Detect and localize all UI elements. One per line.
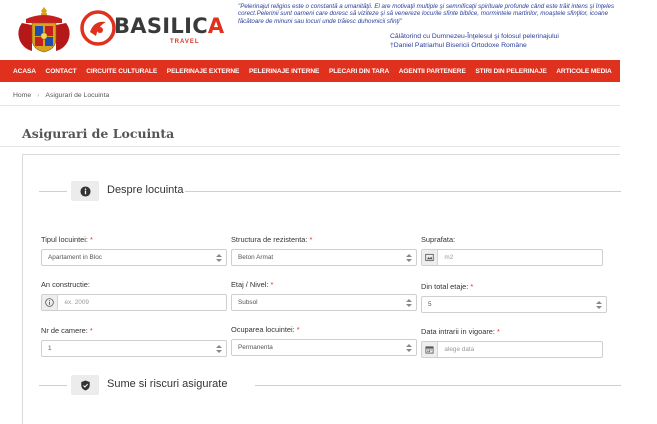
nav-item-agentii-partenere[interactable]: AGENTII PARTENERE [398,67,466,75]
data-intrarii-input[interactable] [438,342,602,357]
select-arrows-icon [405,343,413,353]
header-quote: "Pelerinajul religios este o constantă a umanităţii. El are motivaţii multiple şi semnificaţii spirituale profunde când este trăit intens şi înţeles corect.Pelerinii sunt oameni care doresc să viziteze şi să venereze locurile sfinte biblice, mormintele martirilor, moaştele sfinţilor, icoane făcătoare de minuni sau locuri unde trăiesc duhovnicii sfinţi" [238,3,615,25]
quote-signature-line2: †Daniel Patriarhul Bisericii Ortodoxe Române [390,42,527,49]
select-ocuparea-locuintei[interactable] [231,339,417,356]
section-sume-riscuri [23,375,623,395]
logo-subtitle: TRAVEL [170,39,200,45]
label-etaj-nivel: Etaj / Nivel: * [231,280,274,289]
section-rule-left [39,385,67,386]
section-badge [71,375,99,395]
label-data-intrarii: Data intrarii in vigoare: * [421,327,500,336]
site-header [0,0,620,58]
nav-item-stiri-din-pelerinaje[interactable]: STIRI DIN PELERINAJE [475,67,547,75]
calendar-icon [425,345,434,354]
quote-signature [390,32,615,50]
section-rule-left [39,191,67,192]
an-constructie-input[interactable] [58,295,226,310]
church-crest-logo[interactable] [14,5,74,53]
input-group-suprafata [421,249,603,266]
nav-item-acasa[interactable]: ACASA [13,67,36,75]
label-an-constructie: An constructie: [41,280,90,289]
data-intrarii-addon [422,342,438,357]
section-title-sume: Sume si riscuri asigurate [107,378,228,390]
select-nr-camere[interactable] [41,340,227,357]
nav-item-pelerinaje-interne[interactable]: PELERINAJE INTERNE [248,67,320,75]
label-tipul-locuintei: Tipul locuintei: * [41,235,93,244]
breadcrumb-separator: › [37,92,40,99]
basilica-swirl-icon [80,10,116,46]
select-tipul-locuintei[interactable] [41,249,227,266]
select-tipul-value: Apartament in Bloc [48,254,102,261]
suprafata-input[interactable] [438,250,602,265]
select-arrows-icon [405,298,413,308]
breadcrumb-home-link[interactable]: Home [13,92,32,99]
label-din-total-etaje: Din total etaje: * [421,282,474,291]
basilica-travel-logo[interactable] [80,8,225,50]
area-icon [425,253,434,262]
info-circle-icon [45,298,54,307]
page-title: Asigurari de Locuinta [22,126,175,141]
section-despre-locuinta [23,181,623,201]
select-structura-rezistenta[interactable] [231,249,417,266]
breadcrumb [0,86,620,106]
nav-item-asigurari[interactable]: ASIGURARI [621,67,657,75]
label-suprafata: Suprafata: [421,235,456,244]
label-ocuparea-locuintei: Ocuparea locuintei: * [231,325,300,334]
input-group-an-constructie [41,294,227,311]
section-rule-right [255,385,621,386]
select-etaj-value: Subsol [238,299,258,306]
logo-wordmark: BASILICA [114,14,225,38]
nav-item-pelerinaje-externe[interactable]: PELERINAJE EXTERNE [166,67,240,75]
an-constructie-addon [42,295,58,310]
nav-item-circuite-culturale[interactable]: CIRCUITE CULTURALE [86,67,158,75]
select-din-total-etaje[interactable] [421,296,607,313]
section-badge [71,181,99,201]
section-title-despre: Despre locuinta [107,184,184,196]
select-etaj-nivel[interactable] [231,294,417,311]
input-group-data-intrarii [421,341,603,358]
nav-item-plecari-din-tara[interactable]: PLECARI DIN TARA [328,67,390,75]
quote-signature-line1: Călătorind cu Dumnezeu-Înţelesul şi folosul pelerinajului [390,33,559,40]
breadcrumb-current: Asigurari de Locuinta [45,92,110,99]
label-nr-camere: Nr de camere: * [41,326,93,335]
nav-item-contact[interactable]: CONTACT [45,67,77,75]
select-din-total-value: 5 [428,301,432,308]
section-rule-right [185,191,621,192]
select-structura-value: Beton Armat [238,254,274,261]
main-nav [0,60,657,82]
shield-icon [80,380,91,391]
select-arrows-icon [215,344,223,354]
title-divider [0,146,620,147]
insurance-form-card [22,154,620,424]
select-ocuparea-value: Permanenta [238,344,273,351]
nav-item-articole-media[interactable]: ARTICOLE MEDIA [556,67,612,75]
select-arrows-icon [595,300,603,310]
suprafata-addon [422,250,438,265]
label-structura-rezistenta: Structura de rezistenta: * [231,235,313,244]
select-arrows-icon [405,253,413,263]
select-nr-camere-value: 1 [48,345,52,352]
select-arrows-icon [215,253,223,263]
info-icon [80,186,91,197]
